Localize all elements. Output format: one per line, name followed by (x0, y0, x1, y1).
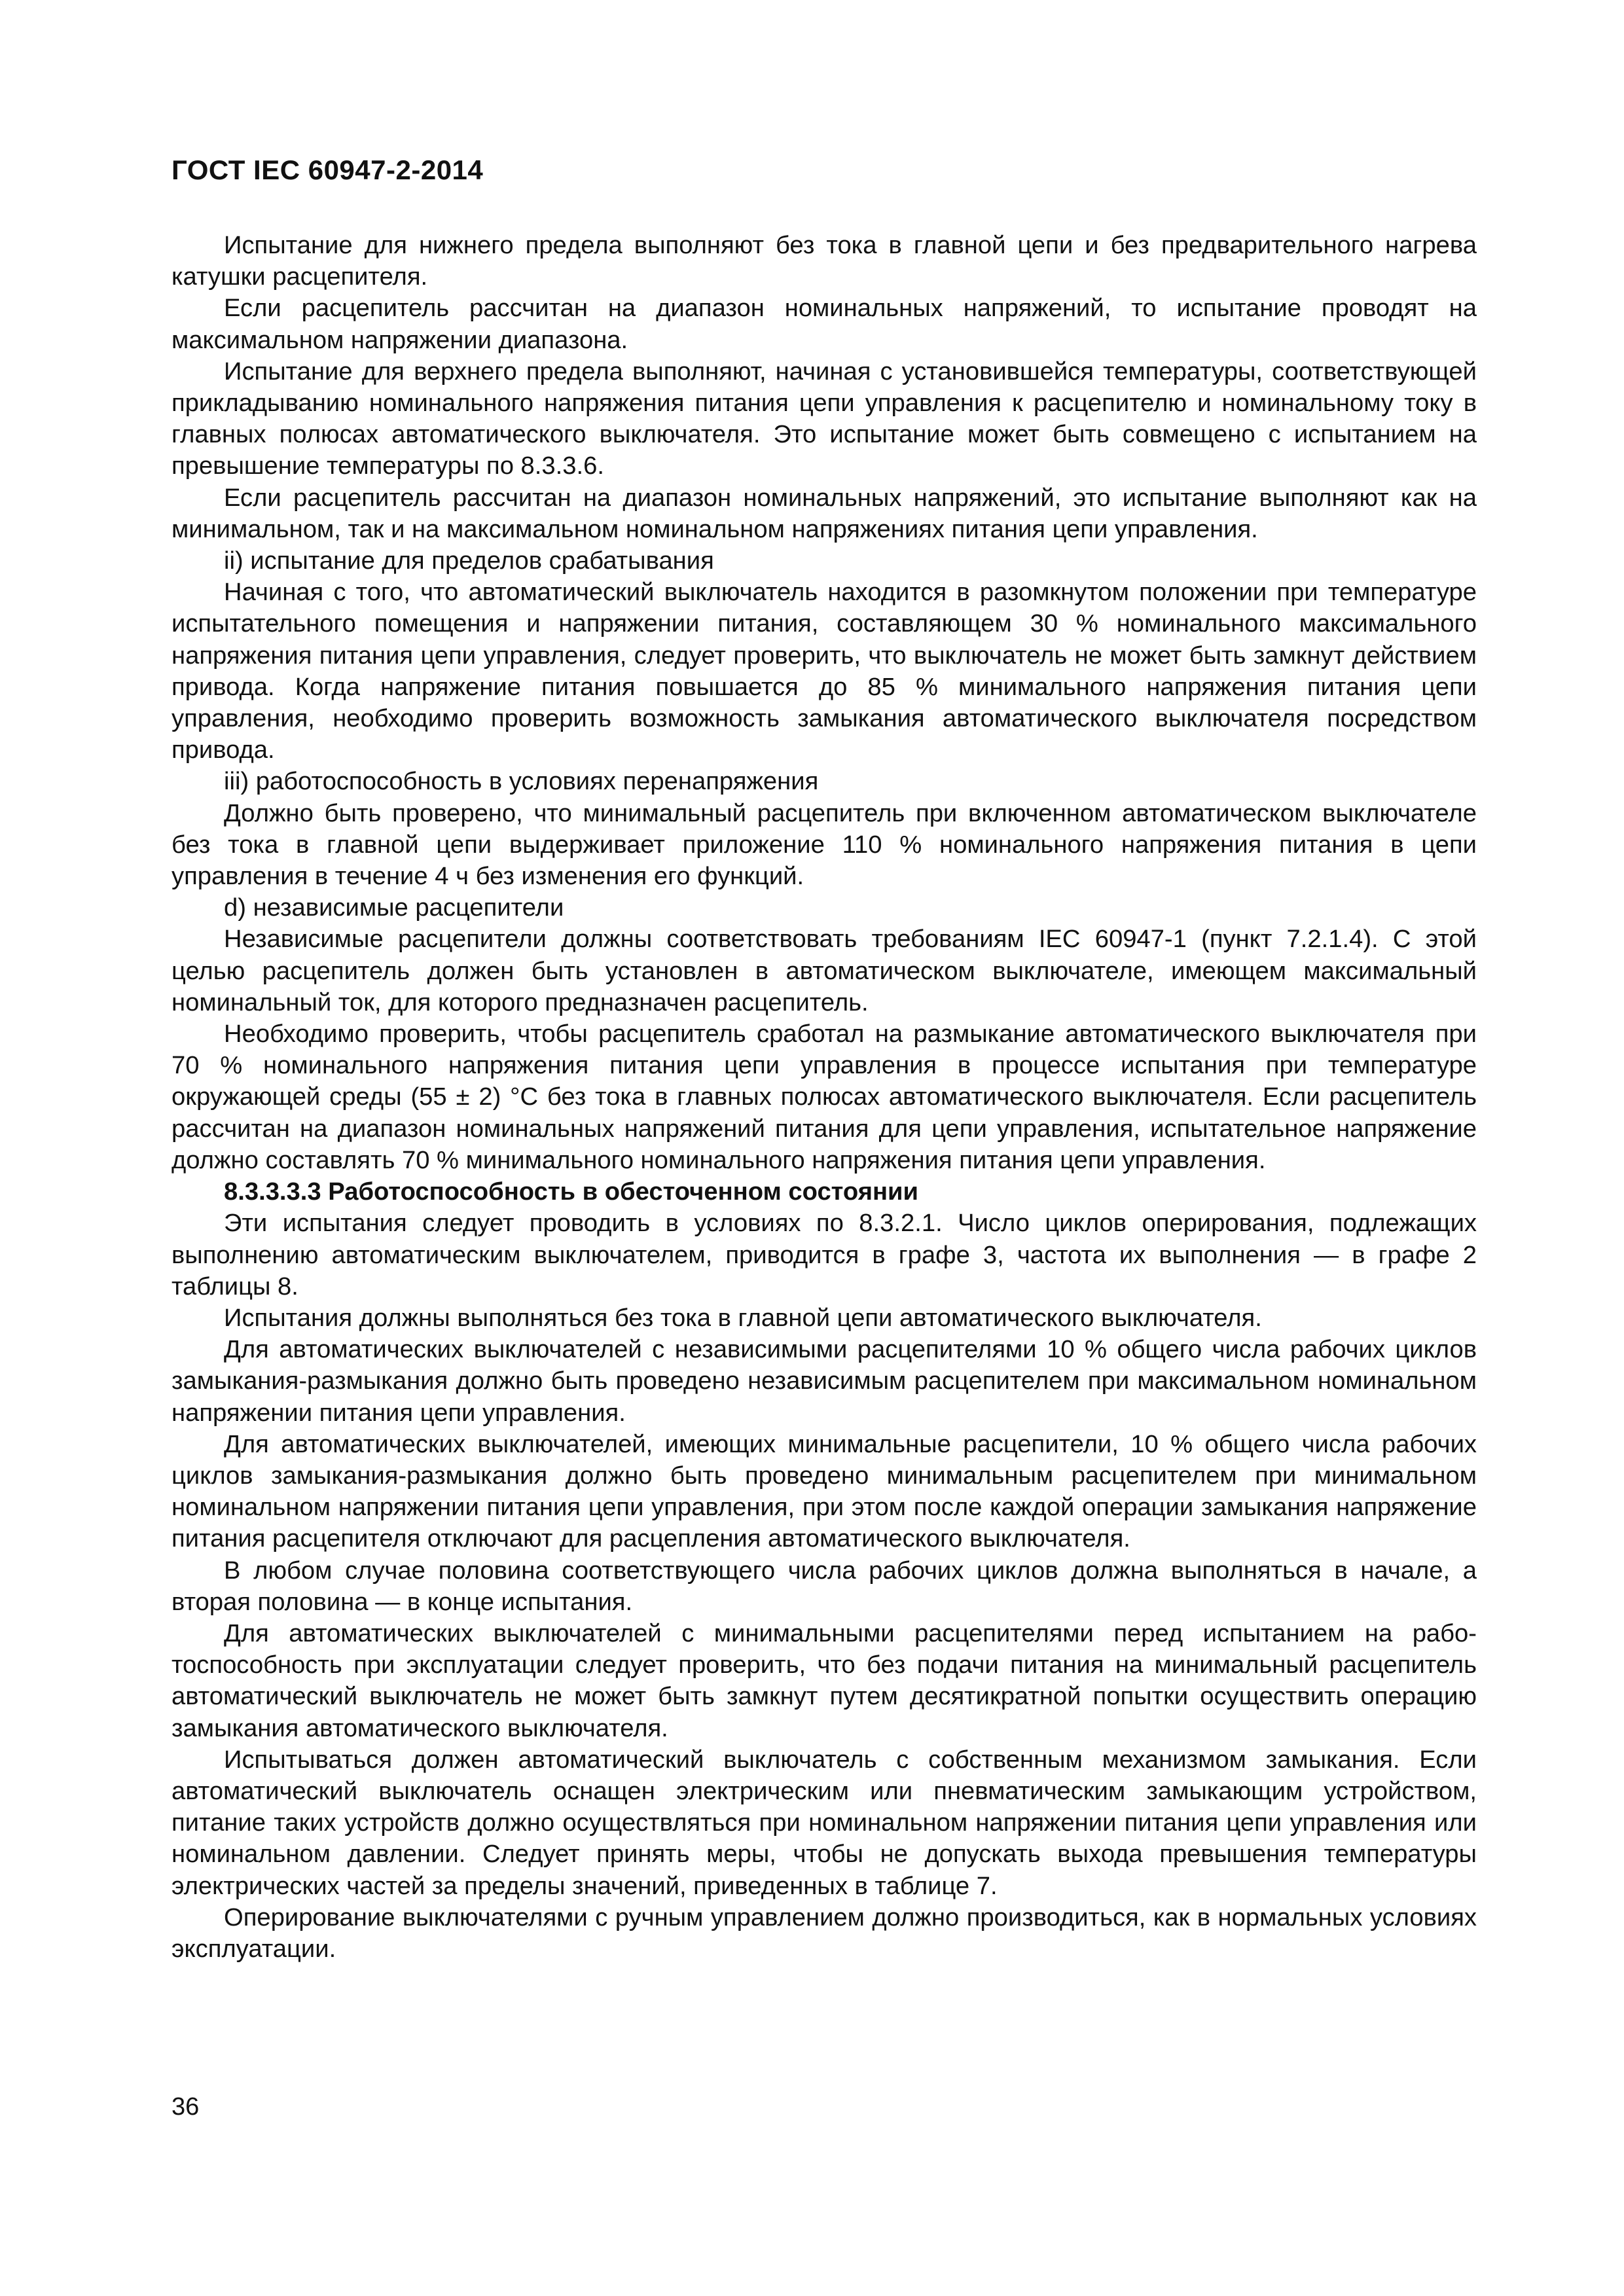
paragraph: Испытание для нижнего предела выполняют без тока в главной цепи и без предварительного нагрева катушки расцепителя. (171, 231, 1477, 291)
paragraph: Если расцепитель рассчитан на диапазон номинальных напряжений, то испытание проводят на максимальном напряжении диапазона. (171, 294, 1477, 354)
list-item-heading: d) независимые расцепители (224, 893, 564, 922)
paragraph: Независимые расцепители должны соответствовать требованиям IEC 60947-1 (пункт 7.2.1.4). С этой целью расцепитель должен быть установлен в автоматическом выключателе, имеющем максимальный номинальный ток, для которого предназначен расцепитель. (171, 925, 1477, 1016)
paragraph: Для автоматических выключателей с минимальными расцепителями перед испытанием на работоспособность при эксплуатации следует проверить, что без подачи питания на минимальный расцепитель автоматический выключатель не может быть замкнут путем десятикратной попытки осуществить операцию замыкания автоматического выключателя. (171, 1619, 1477, 1742)
list-item-heading: iii) работоспособность в условиях перенапряжения (224, 767, 819, 796)
page-number: 36 (171, 2093, 200, 2121)
list-item-heading: ii) испытание для пределов срабатывания (224, 547, 714, 575)
paragraph: Эти испытания следует проводить в условиях по 8.3.2.1. Число циклов оперирования, подлежащих выполнению автоматическим выключателем, приводится в графе 3, частота их выполнения — в графе 2 таблицы 8. (171, 1209, 1477, 1300)
paragraph: Испытание для верхнего предела выполняют, начиная с установившейся температуры, соответствующей прикладыванию номинального напряжения питания цепи управления к расцепителю и номинальному току в главных полюсах автоматического выключателя. Это испытание может быть совмещено с испытанием на превышение температуры по 8.3.3.6. (171, 357, 1477, 480)
paragraph: В любом случае половина соответствующего числа рабочих циклов должна выполняться в начале, а вторая половина — в конце испытания. (171, 1556, 1477, 1616)
document-code-header: ГОСТ IEC 60947-2-2014 (171, 154, 484, 185)
paragraph: Испытываться должен автоматический выключатель с собственным механизмом замыкания. Если автоматический выключатель оснащен электрическим или пневматическим замыкающим устройством, питание таких устройств должно осуществляться при номинальном напряжении питания цепи управления или номинальном давлении. Следует принять меры, чтобы не допускать выхода превышения температуры электрических частей за пределы значений, приведенных в таблице 7. (171, 1745, 1477, 1900)
body-text (171, 230, 1477, 1965)
paragraph: Должно быть проверено, что минимальный расцепитель при включенном автоматическом выключателе без тока в главной цепи выдерживает приложение 110 % номинального напряжения питания в цепи управления в течение 4 ч без изменения его функций. (171, 798, 1477, 891)
paragraph: Необходимо проверить, чтобы расцепитель сработал на размыкание автоматического выключателя при 70 % номинального напряжения питания цепи управления в процессе испытания при температуре окружающей среды (55 ± 2) °С без тока в главных полюсах автоматического выключателя. Если расцепитель рассчитан на диапазон номинальных напряжений питания для цепи управления, испытательное напряжение должно составлять 70 % минимального номинального напряжения питания цепи управления. (171, 1020, 1477, 1174)
paragraph: Начиная с того, что автоматический выключатель находится в разомкнутом положении при температуре испытательного помещения и напряжении питания, составляющем 30 % номинального максимального напряжения питания цепи управления, следует проверить, что выключатель не может быть замкнут действием привода. Когда напряжение питания повышается до 85 % минимального напряжения питания цепи управления, необходимо проверить возможность замыкания автоматического выключателя посредством привода. (171, 578, 1477, 764)
paragraph: Если расцепитель рассчитан на диапазон номинальных напряжений, это испытание выполняют как на минимальном, так и на максимальном номинальном напряжениях питания цепи управления. (171, 483, 1477, 543)
paragraph: Оперирование выключателями с ручным управлением должно производиться, как в нормальных условиях эксплуатации. (171, 1903, 1477, 1963)
paragraph: Испытания должны выполняться без тока в главной цепи автоматического выключателя. (224, 1303, 1262, 1332)
section-heading: 8.3.3.3.3 Работоспособность в обесточенном состоянии (224, 1177, 919, 1206)
paragraph: Для автоматических выключателей, имеющих минимальные расцепители, 10 % общего числа рабочих циклов замыкания-размыкания должно быть проведено минимальным расцепителем при минимальном номинальном напряжении питания цепи управления, при этом после каждой операции замыкания напряжение питания расцепителя отключают для расцепления автоматического выключателя. (171, 1429, 1477, 1553)
paragraph: Для автоматических выключателей с независимыми расцепителями 10 % общего числа рабочих циклов замыкания-размыкания должно быть проведено независимым расцепителем при максимальном номинальном напряжении питания цепи управления. (171, 1335, 1477, 1427)
